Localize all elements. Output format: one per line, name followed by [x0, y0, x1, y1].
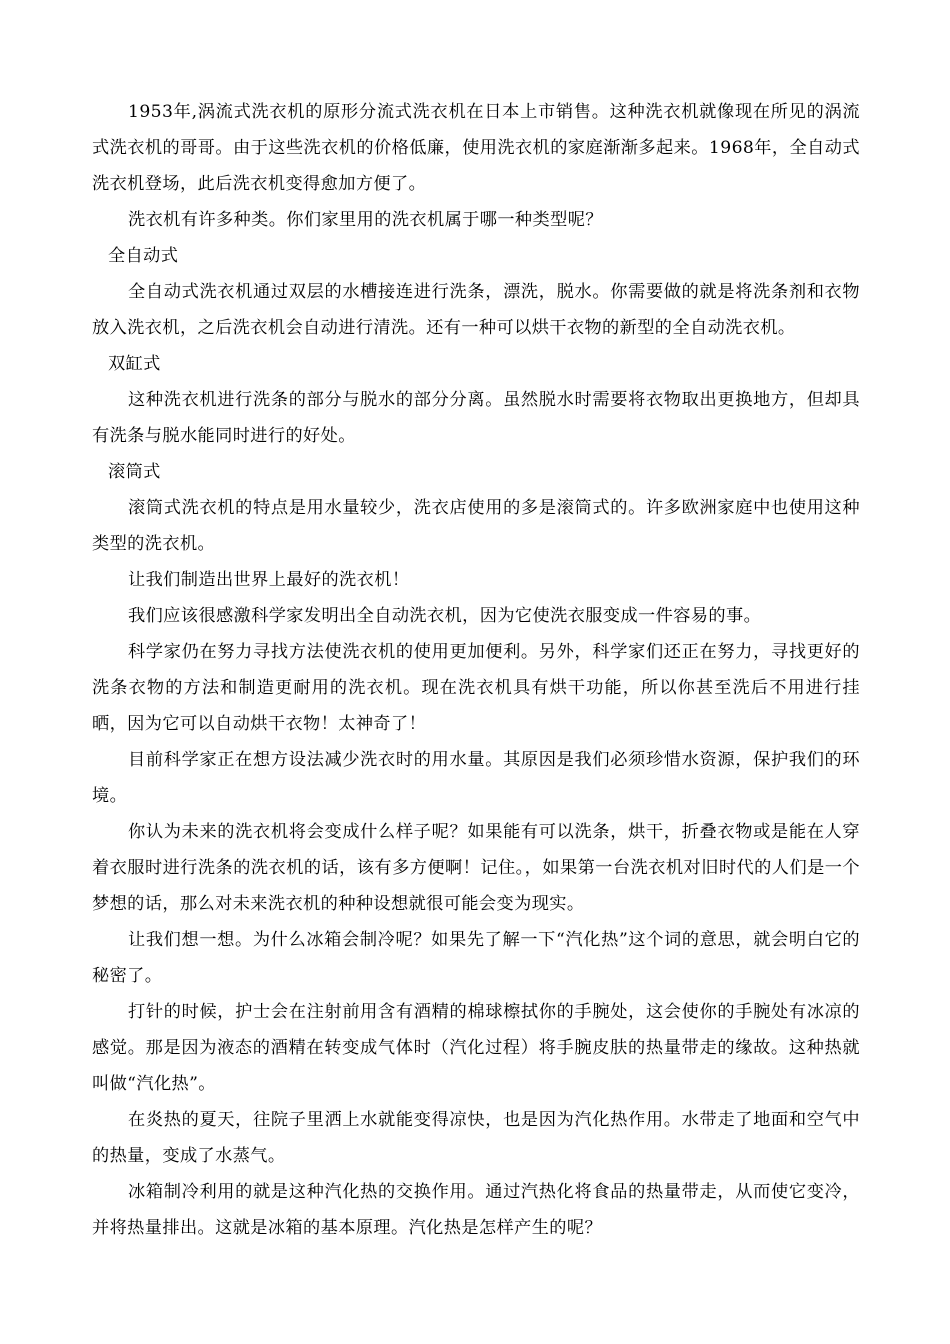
- paragraph-scientists-effort: 科学家仍在努力寻找方法使洗衣机的使用更加便利。另外，科学家们还正在努力，寻找更好的洗条衣物的方法和制造更耐用的洗衣机。现在洗衣机具有烘干功能，所以你甚至洗后不用进行挂晒，因为它可以自动烘干衣物！太神奇了！: [92, 642, 860, 734]
- paragraph-twin-tub: 这种洗衣机进行洗条的部分与脱水的部分分离。虽然脱水时需要将衣物取出更换地方，但却具有洗条与脱水能同时进行的好处。: [92, 390, 860, 446]
- paragraph-best-washer: 让我们制造出世界上最好的洗衣机！: [128, 570, 410, 590]
- paragraph-fridge-question: 让我们想一想。为什么冰箱会制冷呢？如果先了解一下“汽化热”这个词的意思，就会明白它的秘密了。: [92, 930, 860, 986]
- paragraph-drum: 滚筒式洗衣机的特点是用水量较少，洗衣店使用的多是滚筒式的。许多欧洲家庭中也使用这种类型的洗衣机。: [92, 498, 860, 554]
- paragraph-fully-automatic: 全自动式洗衣机通过双层的水槽接连进行洗条，漂洗，脱水。你需要做的就是将洗条剂和衣物放入洗衣机，之后洗衣机会自动进行清洗。还有一种可以烘干衣物的新型的全自动洗衣机。: [92, 282, 860, 338]
- heading-fully-automatic: 全自动式: [108, 246, 179, 266]
- paragraph-fridge-principle: 冰箱制冷利用的就是这种汽化热的交换作用。通过汽热化将食品的热量带走，从而使它变冷，并将热量排出。这就是冰箱的基本原理。汽化热是怎样产生的呢？: [92, 1182, 860, 1238]
- paragraph-history: 1953年,涡流式洗衣机的原形分流式洗衣机在日本上市销售。这种洗衣机就像现在所见的涡流式洗衣机的哥哥。由于这些洗衣机的价格低廉，使用洗衣机的家庭渐渐多起来。1968年，全自动式洗衣机登场，此后洗衣机变得愈加方便了。: [92, 102, 860, 194]
- paragraph-gratitude: 我们应该很感激科学家发明出全自动洗衣机，因为它使洗衣服变成一件容易的事。: [128, 606, 762, 626]
- paragraph-future-washer: 你认为未来的洗衣机将会变成什么样子呢？如果能有可以洗条，烘干，折叠衣物或是能在人穿着衣服时进行洗条的洗衣机的话，该有多方便啊！记住。，如果第一台洗衣机对旧时代的人们是一个梦想的话，那么对未来洗衣机的种种设想就很可能会变为现实。: [92, 822, 860, 914]
- heading-twin-tub: 双缸式: [108, 354, 161, 374]
- heading-drum: 滚筒式: [108, 462, 161, 482]
- paragraph-injection-example: 打针的时候，护士会在注射前用含有酒精的棉球檫拭你的手腕处，这会使你的手腕处有冰凉的感觉。那是因为液态的酒精在转变成气体时（汽化过程）将手腕皮肤的热量带走的缘故。这种热就叫做“汽化热”。: [92, 1002, 860, 1094]
- paragraph-summer-example: 在炎热的夏天，往院子里洒上水就能变得凉快，也是因为汽化热作用。水带走了地面和空气中的热量，变成了水蒸气。: [92, 1110, 860, 1166]
- paragraph-types-intro: 洗衣机有许多种类。你们家里用的洗衣机属于哪一种类型呢？: [128, 210, 603, 230]
- paragraph-water-saving: 目前科学家正在想方设法减少洗衣时的用水量。其原因是我们必须珍惜水资源，保护我们的环境。: [92, 750, 860, 806]
- document-body: [92, 94, 860, 1246]
